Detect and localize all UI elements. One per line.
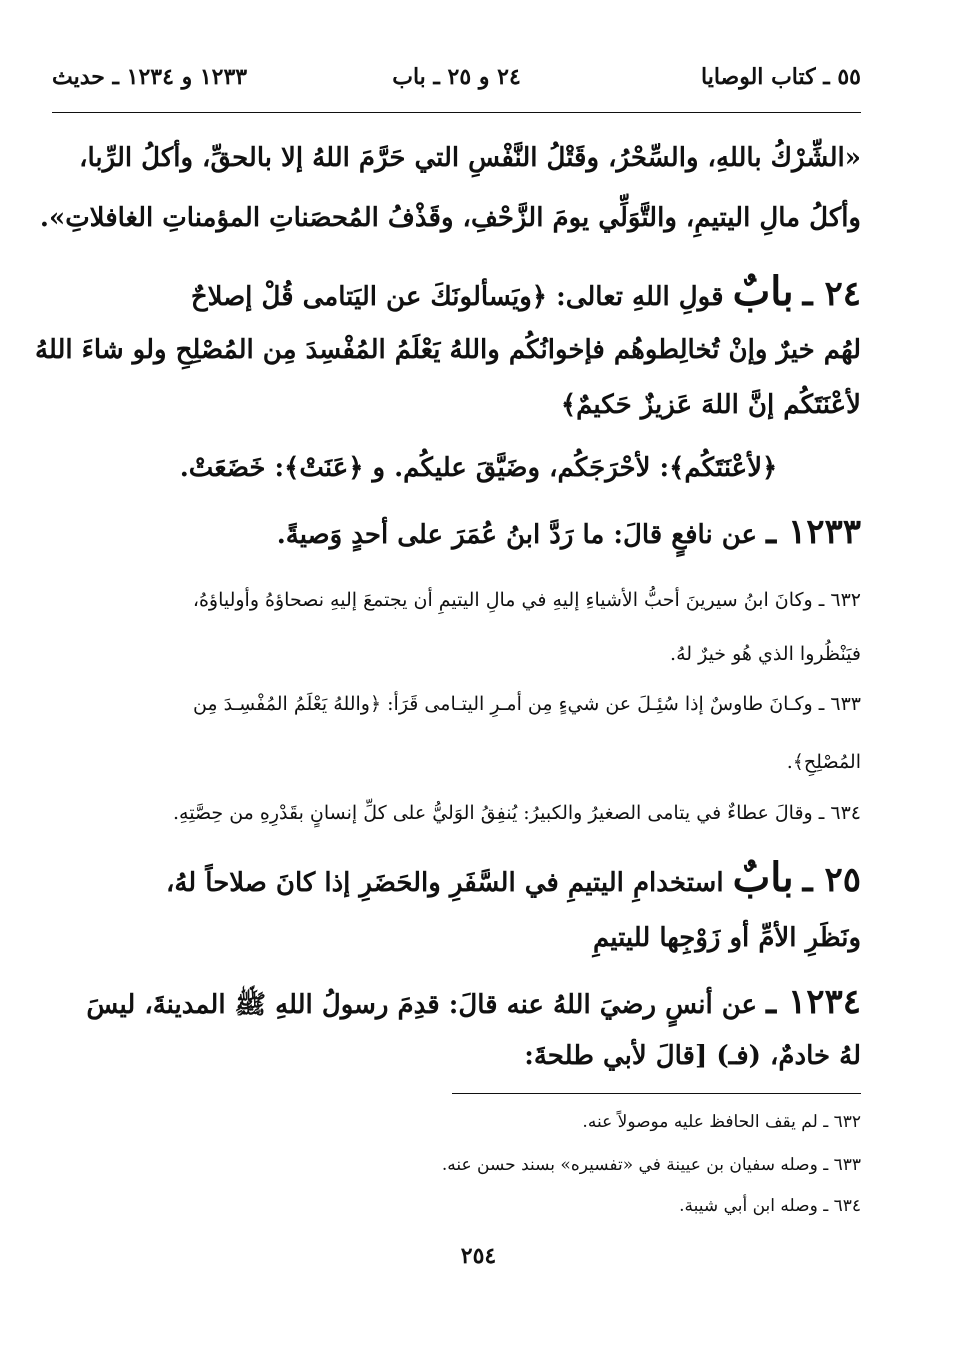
hadith-1233 — [277, 512, 861, 555]
text-line: لهُم خيرٌ وإنْ تُخالِطوهُم فإخوانُكُم واللهُ يَعْلَمُ المُفْسِدَ مِن المُصْلِحِ ولو شاءَ اللهُ — [34, 335, 861, 365]
text-line: «الشِّرْكُ باللهِ، والسِّحْرُ، وقَتْلُ النَّفْسِ التي حَرَّمَ اللهُ إلا بالحقِّ، وأكلُ الرِّبا، — [79, 143, 861, 173]
note-633-line: المُصْلِحِ﴾. — [786, 751, 861, 773]
hadith-text: عن أنسٍ رضيَ اللهُ عنه قالَ: قدِمَ رسولُ اللهِ ﷺ المدينةَ، ليسَ — [86, 990, 758, 1020]
text-line: لأعْنَتَكُم إنَّ اللهَ عَزيزٌ حَكيمٌ﴾ — [560, 390, 861, 420]
text-line: وأكلُ مالِ اليتيمِ، والتَّوَلِّي يومَ الزَّحْفِ، وقَذْفُ المُحصَناتِ المؤمناتِ الغافلاتِ». — [39, 203, 861, 233]
footnote-634: ٦٣٤ ـ وصله ابن أبي شيبة. — [679, 1196, 861, 1216]
header-chapter: ٢٤ و ٢٥ ـ باب — [392, 64, 521, 90]
hadith-number: ١٢٣٤ ـ — [766, 982, 861, 1022]
header-book-title: ٥٥ ـ كتاب الوصايا — [701, 64, 861, 90]
chapter-title: قولِ اللهِ تعالى: ﴿ويَسألونَكَ عن اليَتامى قُلْ إصلاحٌ — [190, 282, 724, 312]
gloss-line: ﴿لأعْنَتَكُم﴾: لأحْرَجَكُم، وضَيَّقَ عليكُم. و ﴿عَنَتْ﴾: خَضَعَتْ. — [179, 453, 778, 483]
note-632-line: فيَنْظُروا الذي هُو خيرٌ لهُ. — [670, 643, 861, 665]
chapter-number: ٢٤ ـ — [802, 274, 861, 314]
chapter-24-heading — [190, 268, 861, 317]
hadith-number: ١٢٣٣ ـ — [766, 512, 861, 552]
running-header — [52, 64, 861, 100]
text-line: لهُ خادمٌ، (فـ) [قالَ لأبي طلحةَ: — [524, 1041, 861, 1071]
chapter-number: ٢٥ ـ — [802, 860, 861, 900]
footnote-rule — [452, 1093, 861, 1094]
chapter-25-heading — [165, 854, 861, 903]
chapter-word: بابٌ — [732, 268, 794, 315]
note-633-line: ٦٣٣ ـ وكـانَ طاوسٌ إذا سُئِـلَ عن شيءٍ مِن أمـرِ اليتـامى قَرَأ: ﴿واللهُ يَعْلَمُ المُفْسِـدَ مِن — [192, 693, 861, 715]
header-rule — [52, 112, 861, 113]
note-634-line: ٦٣٤ ـ وقالَ عطاءٌ في يتامى الصغيرُ والكبيرُ: يُنفِقُ الوَليُّ على كلِّ إنسانٍ بقَدْرِهِ من حِصَّتِهِ. — [172, 802, 861, 824]
header-hadith-range: ١٢٣٣ و ١٢٣٤ ـ حديث — [52, 64, 248, 90]
chapter-title: استخدامِ اليتيمِ في السَّفَرِ والحَضَرِ إذا كانَ صلاحاً لهُ، — [165, 868, 724, 898]
text-line: ونَظَرِ الأمِّ أو زَوْجِها لليتيمِ — [592, 923, 861, 953]
footnote-632: ٦٣٢ ـ لم يقف الحافظ عليه موصولاً عنه. — [582, 1112, 861, 1132]
chapter-word: بابٌ — [732, 854, 794, 901]
hadith-text: عن نافعٍ قالَ: ما رَدَّ ابنُ عُمَرَ على أحدٍ وَصيةً. — [276, 520, 758, 550]
footnote-633: ٦٣٣ ـ وصله سفيان بن عيينة في «تفسيره» بسند حسن عنه. — [441, 1155, 861, 1175]
hadith-1234 — [86, 982, 861, 1025]
page-number: ٢٥٤ — [460, 1243, 497, 1269]
note-632-line: ٦٣٢ ـ وكانَ ابنُ سيرينَ أحبُّ الأشياءِ إليهِ في مالِ اليتيمِ أن يجتمعَ إليهِ نصحاؤهُ وأولياؤهُ، — [192, 589, 861, 611]
